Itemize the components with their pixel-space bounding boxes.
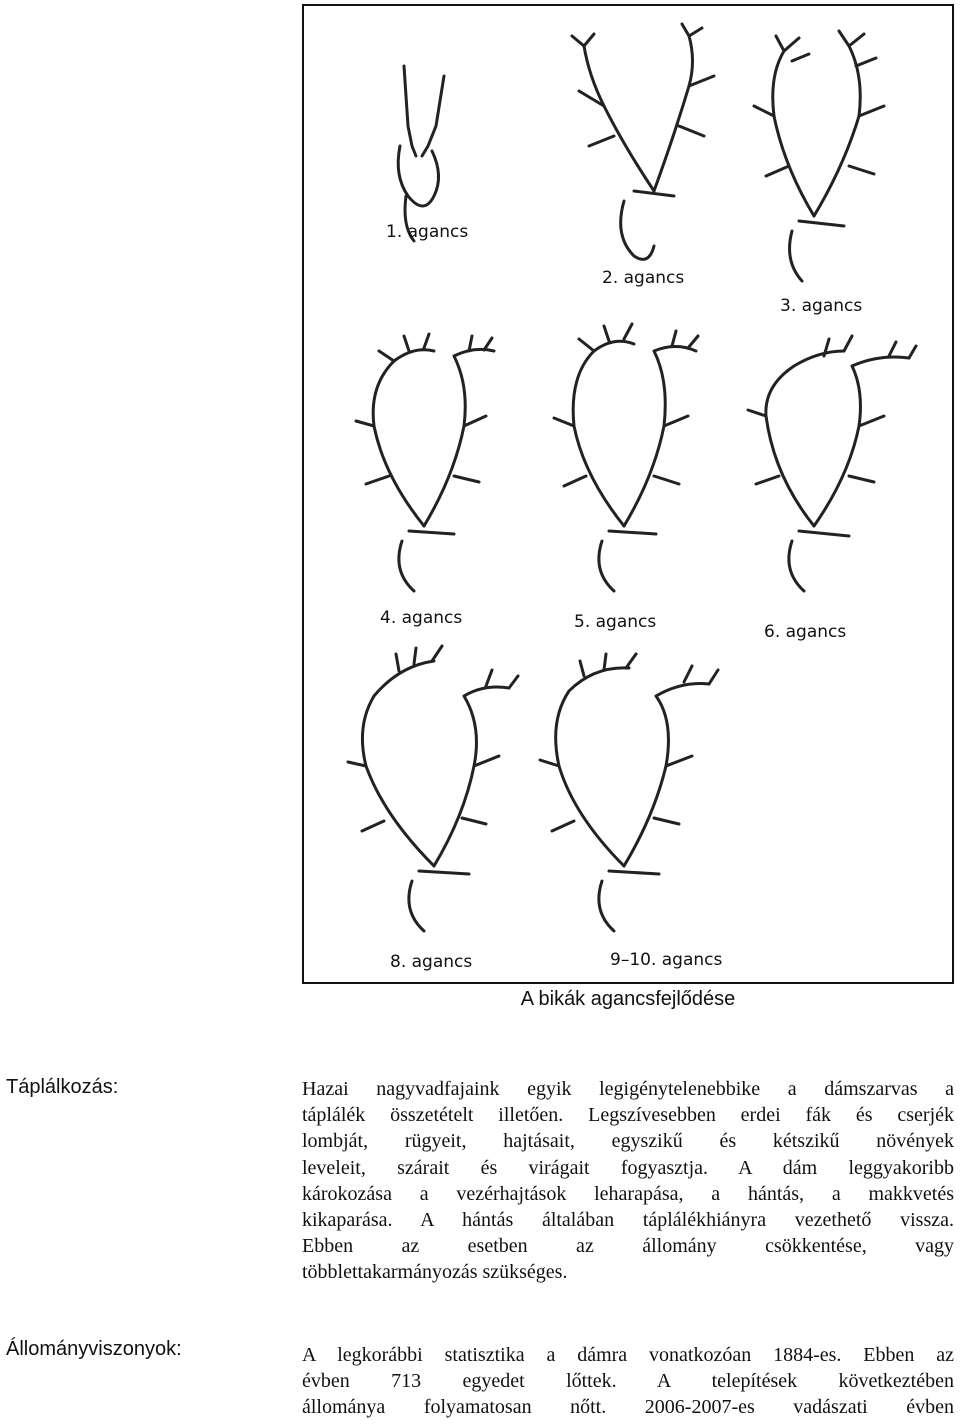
text-line: A legkorábbi statisztika a dámra vonatkozóan 1884-es. Ebben az	[302, 1344, 954, 1366]
antler-drawing-3	[754, 31, 884, 281]
text-line: évben 713 egyedet lőttek. A telepítések következtében	[302, 1370, 954, 1393]
figure-label-9-10: 9–10. agancs	[610, 950, 723, 970]
text-line: Hazai nagyvadfajaink egyik legigénytelenebbike a dámszarvas a	[302, 1078, 954, 1100]
section-body-feeding	[302, 1076, 954, 1286]
antler-drawing-1	[398, 66, 444, 241]
figure-label-6: 6. agancs	[764, 622, 847, 642]
antler-drawing-6	[748, 336, 916, 591]
text-line: károkozása a vezérhajtások leharapása, a hántás, a makkvetés	[302, 1182, 954, 1205]
section-body-population	[302, 1342, 954, 1421]
antler-figure	[302, 4, 954, 984]
figure-label-4: 4. agancs	[380, 608, 463, 628]
figure-caption: A bikák agancsfejlődése	[520, 988, 736, 1010]
text-line: kikaparása. A hántás általában táplálékhiányra vezethető vissza.	[302, 1209, 954, 1232]
antler-drawing-5	[554, 324, 698, 591]
text-line: leveleit, szárait és virágait fogyasztja. A dám leggyakoribb	[302, 1156, 954, 1179]
antler-drawing-8	[348, 646, 518, 931]
text-line: lombját, rügyeit, hajtásait, egyszikű és kétszikű növények	[302, 1130, 954, 1153]
text-line: állománya folyamatosan nőtt. 2006-2007-es vadászati évben	[302, 1396, 954, 1419]
figure-label-3: 3. agancs	[780, 296, 863, 316]
antler-drawing-4	[356, 334, 494, 591]
text-line: táplálék összetételt illetően. Legszívesebben erdei fák és cserjék	[302, 1104, 954, 1127]
text-line: többlettakarmányozás szükséges.	[302, 1261, 568, 1284]
section-heading-feeding: Táplálkozás:	[6, 1076, 119, 1098]
antler-drawing-9-10	[540, 654, 718, 931]
antler-drawing-2	[572, 24, 714, 259]
figure-label-2: 2. agancs	[602, 268, 685, 288]
section-heading-population: Állományviszonyok:	[6, 1338, 182, 1360]
figure-label-5: 5. agancs	[574, 612, 657, 632]
figure-label-8: 8. agancs	[390, 952, 473, 972]
figure-label-1: 1. agancs	[386, 222, 469, 242]
antler-drawings	[304, 6, 956, 986]
text-line: Ebben az esetben az állomány csökkentése, vagy	[302, 1235, 954, 1258]
